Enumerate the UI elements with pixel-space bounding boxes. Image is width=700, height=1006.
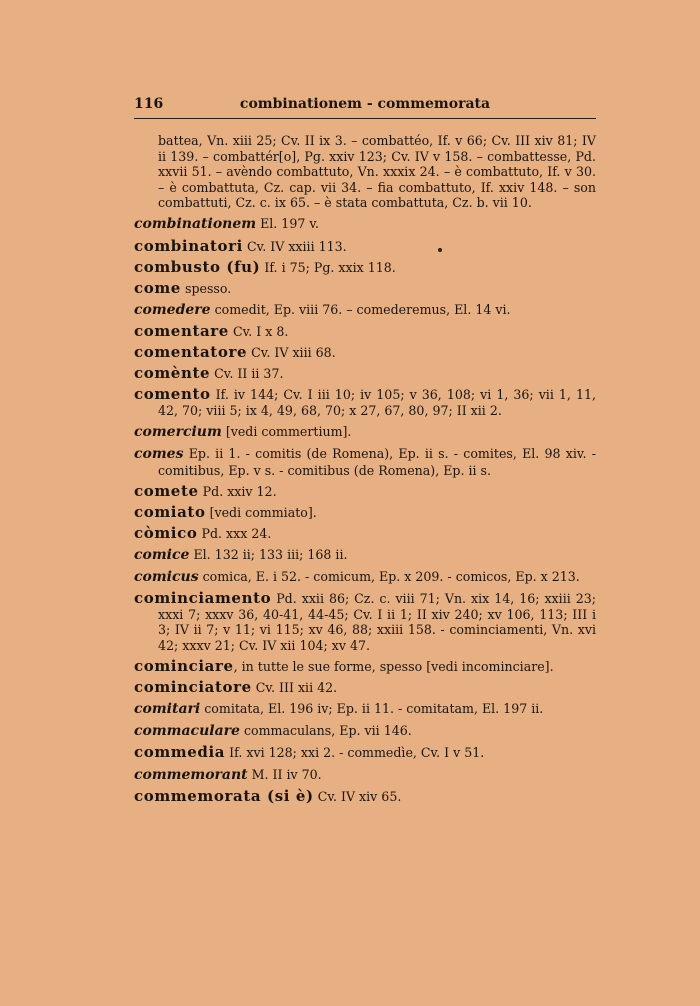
- entry-headword: comentare: [134, 321, 229, 340]
- entry-text: Cv. IV xiv 65.: [317, 788, 402, 804]
- entry-text: comitata, El. 196 iv; Ep. ii 11. - comitatam, El. 197 ii.: [204, 701, 544, 717]
- entry: [134, 569, 596, 586]
- entry: [134, 236, 596, 255]
- entry-headword: come: [134, 278, 181, 297]
- entry-headword: comedere: [134, 301, 211, 318]
- entry-headword: còmico: [134, 523, 198, 542]
- entry-headword: comicus: [134, 569, 199, 586]
- entry-text: commaculans, Ep. vii 146.: [243, 723, 412, 739]
- entry: [134, 701, 596, 718]
- entry: [134, 321, 596, 340]
- entry-text: El. 132 ii; 133 iii; 168 ii.: [193, 546, 348, 562]
- entry-headword: comènte: [134, 364, 211, 383]
- entry: [134, 302, 596, 319]
- entry-text: Cv. III xii 42.: [255, 680, 338, 696]
- entry: [134, 345, 596, 361]
- entry-text: If. i 75; Pg. xxix 118.: [264, 259, 396, 275]
- entry-headword: comete: [134, 481, 199, 500]
- entry-headword: combinationem: [134, 216, 257, 233]
- entry-headword: commemorant: [134, 766, 248, 783]
- entry-text: [vedi commiato].: [209, 504, 317, 520]
- entry-headword: cominciare: [134, 657, 234, 676]
- ink-speck: [438, 248, 442, 252]
- entry-text: battea, Vn. xiii 25; Cv. II ix 3. – combattéo, If. v 66; Cv. III xiv 81; IV ii 139. – combattér[o], Pg. xxiv 123; Cv. IV v 158. – combattesse, Pd. xxvii 51. – avèndo combattuto, Vn. xxxix 24. – è combattuto, If. v 30. – è combattuta, Cz. cap. vii 34. – fia combattuto, If. xxiv 148. – son combattuti, Cz. c. ix 65. – è stata combattuta, Cz. b. vii 10.: [158, 133, 596, 211]
- entry-headword: comercium: [134, 423, 222, 440]
- entry-text: , in tutte le sue forme, spesso [vedi incominciare].: [233, 659, 554, 675]
- entry-headword: comento: [134, 385, 211, 404]
- entry: [134, 591, 596, 653]
- entry: [134, 502, 596, 521]
- entry: [134, 257, 596, 276]
- entry-headword: cominciatore: [134, 678, 252, 697]
- entry-headword: commaculare: [134, 723, 240, 740]
- entry: [134, 387, 596, 418]
- dictionary-page: [134, 96, 596, 810]
- entry-text: Pd. xxiv 12.: [202, 483, 277, 499]
- entry: [134, 481, 596, 500]
- entry-text: Pd. xxii 86; Cz. c. viii 71; Vn. xix 14, 16; xxiii 23; xxxi 7; xxxv 36, 40-41, 44-45; Cv. I ii 1; II xiv 240; xv 106, 113; III i 3; IV ii 7; v 11; vi 115; xv 46, 88; xxiii 158. - cominciamenti, Vn. xvi 42; xxxv 21; Cv. IV xii 104; xv 47.: [158, 591, 596, 653]
- entry-headword: comitari: [134, 701, 201, 718]
- entry: [134, 216, 596, 233]
- entry-text: If. xvi 128; xxi 2. - commedìe, Cv. I v 51.: [229, 745, 485, 761]
- entry: [134, 547, 596, 564]
- entry-text: Cv. I x 8.: [232, 323, 289, 339]
- running-title: combinationem - commemorata: [239, 96, 491, 112]
- page-number: 116: [134, 96, 164, 112]
- entry-headword: comiato: [134, 502, 206, 521]
- entry: [134, 745, 596, 761]
- entry: [134, 278, 596, 297]
- entry-text: Cv. II ii 37.: [214, 366, 284, 382]
- entry: [134, 723, 596, 740]
- entry-headword: comice: [134, 546, 190, 563]
- entry-continuation: [134, 133, 596, 211]
- entry: [134, 366, 596, 382]
- entry-text: Ep. ii 1. - comitis (de Romena), Ep. ii s. - comites, El. 98 xiv. - comitibus, Ep. v s. - comitibus (de Romena), Ep. ii s.: [158, 446, 596, 478]
- entry-text: Cv. IV xiii 68.: [251, 345, 336, 361]
- entry: [134, 680, 596, 696]
- entry-text: If. iv 144; Cv. I iii 10; iv 105; v 36, 108; vi 1, 36; vii 1, 11, 42, 70; viii 5; ix 4, 49, 68, 70; x 27, 67, 80, 97; II xii 2.: [158, 387, 596, 418]
- entry-text: comica, E. i 52. - comicum, Ep. x 209. - comicos, Ep. x 213.: [202, 569, 580, 585]
- entry: [134, 523, 596, 542]
- entry-text: [vedi commertium].: [225, 423, 352, 439]
- entry-text: Cv. IV xxiii 113.: [246, 238, 347, 254]
- entry-headword: commedia: [134, 743, 226, 762]
- running-header: [134, 96, 596, 119]
- entry-text: El. 197 v.: [260, 216, 319, 232]
- entry-list: [134, 133, 596, 804]
- entry-headword: combinatori: [134, 236, 243, 255]
- entry: [134, 786, 596, 805]
- entry: [134, 767, 596, 784]
- entry-text: comedit, Ep. viii 76. – comederemus, El. 14 vi.: [214, 301, 511, 317]
- entry: [134, 659, 596, 675]
- entry-text: M. II iv 70.: [251, 766, 322, 782]
- entry-headword: combusto (fu): [134, 257, 261, 276]
- entry-text: Pd. xxx 24.: [201, 525, 272, 541]
- entry: [134, 446, 596, 478]
- entry-headword: cominciamento: [134, 589, 272, 608]
- entry-text: spesso.: [184, 280, 232, 296]
- entry-headword: comes: [134, 446, 184, 462]
- entry-headword: comentatore: [134, 343, 248, 362]
- entry: [134, 424, 596, 441]
- entry-headword: commemorata (si è): [134, 786, 314, 805]
